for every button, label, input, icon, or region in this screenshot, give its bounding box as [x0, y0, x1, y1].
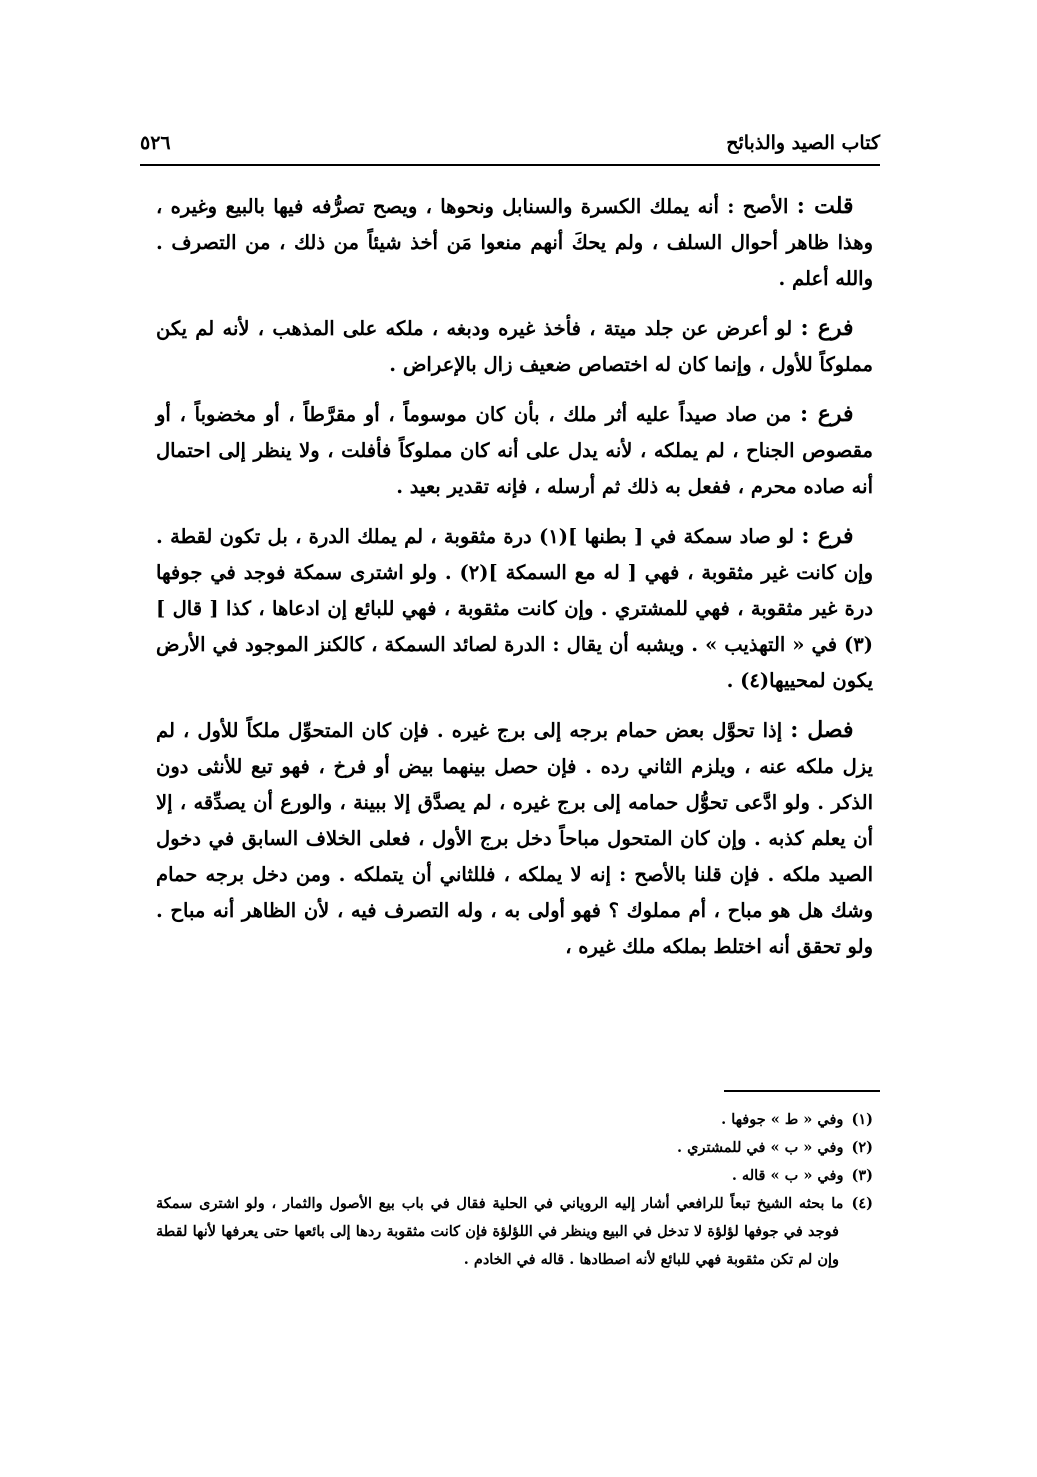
footnotes	[156, 1106, 873, 1274]
paragraph-text: إذا تحوَّل بعض حمام برجه إلى برج غيره . فإن كان المتحوِّل ملكاً للأول ، لم يزل ملكه عنه ، ويلزم الثاني رده . فإن حصل بينهما بيض أو فرخ ، فهو تبع للأنثى دون الذكر . ولو ادَّعى تحوُّل حمامه إلى برج غيره ، لم يصدَّق إلا ببينة ، والورع أن يصدِّقه ، إلا أن يعلم كذبه . وإن كان المتحول مباحاً دخل برج الأول ، فعلى الخلاف السابق في دخول الصيد ملكه . فإن قلنا بالأصح : إنه لا يملكه ، فللثاني أن يتملكه . ومن دخل برجه حمام وشك هل هو مباح ، أم مملوك ؟ فهو أولى به ، وله التصرف فيه ، لأن الظاهر أنه مباح . ولو تحقق أنه اختلط بملكه ملك غيره ،	[156, 719, 873, 958]
main-text	[156, 188, 873, 978]
footnote-number: (٢)	[851, 1139, 873, 1156]
paragraph-lead: فرع :	[800, 315, 854, 341]
paragraph	[156, 712, 873, 965]
header-rule	[140, 164, 880, 166]
paragraph-lead: فصل :	[790, 717, 854, 743]
paragraph-text: لو صاد سمكة في [ بطنها ](١) درة مثقوبة ، لم يملك الدرة ، بل تكون لقطة . وإن كانت غير مثقوبة ، فهي [ له مع السمكة ](٢) . ولو اشترى سمكة فوجد في جوفها درة غير مثقوبة ، فهي للمشتري . وإن كانت مثقوبة ، فهي للبائع إن ادعاها ، كذا [ قال ](٣) في « التهذيب » . ويشبه أن يقال : الدرة لصائد السمكة ، كالكنز الموجود في الأرض يكون لمحييها(٤) .	[156, 525, 874, 692]
paragraph	[156, 518, 873, 699]
footnote-text: وفي « ب » قاله .	[731, 1167, 844, 1184]
paragraph-text: من صاد صيداً عليه أثر ملك ، بأن كان موسوماً ، أو مقرَّطاً ، أو مخضوباً ، أو مقصوص الجناح ، لم يملكه ، لأنه يدل على أنه كان مملوكاً فأفلت ، ولا ينظر إلى احتمال أنه صاده محرم ، ففعل به ذلك ثم أرسله ، فإنه تقدير بعيد .	[156, 403, 873, 498]
footnote-text: وفي « ط » جوفها .	[721, 1111, 844, 1128]
paragraph-text: الأصح : أنه يملك الكسرة والسنابل ونحوها ، ويصح تصرُّفه فيها بالبيع وغيره ، وهذا ظاهر أحوال السلف ، ولم يحكَ أنهم منعوا مَن أخذ شيئاً من ذلك ، من التصرف . والله أعلم .	[156, 195, 873, 290]
footnote-separator	[724, 1090, 880, 1092]
paragraph-lead: فرع :	[801, 523, 854, 549]
paragraph	[156, 310, 873, 383]
footnote-number: (٣)	[851, 1167, 873, 1184]
footnote	[156, 1134, 873, 1162]
chapter-title: كتاب الصيد والذبائح	[726, 132, 880, 154]
footnote-number: (١)	[851, 1111, 873, 1128]
page-number: ٥٢٦	[140, 132, 171, 154]
footnote	[156, 1106, 873, 1134]
page-header	[140, 128, 880, 168]
footnote	[156, 1162, 873, 1190]
footnote-text: ما بحثه الشيخ تبعاً للرافعي أشار إليه الروياني في الحلية فقال في باب بيع الأصول والثمار ، ولو اشترى سمكة فوجد في جوفها لؤلؤة لا تدخل في البيع وينظر في اللؤلؤة فإن كانت مثقوبة ردها إلى بائعها حتى يعرفها لأنها لقطة وإن لم تكن مثقوبة فهي للبائع لأنه اصطادها . قاله في الخادم .	[156, 1195, 844, 1268]
paragraph	[156, 188, 873, 297]
paragraph	[156, 396, 873, 505]
footnote	[156, 1190, 873, 1274]
paragraph-text: لو أعرض عن جلد ميتة ، فأخذ غيره ودبغه ، ملكه على المذهب ، لأنه لم يكن مملوكاً للأول ، وإنما كان له اختصاص ضعيف زال بالإعراض .	[156, 317, 873, 376]
footnote-text: وفي « ب » في للمشتري .	[677, 1139, 844, 1156]
paragraph-lead: قلت :	[796, 193, 854, 219]
footnote-number: (٤)	[851, 1195, 873, 1212]
paragraph-lead: فرع :	[799, 401, 854, 427]
